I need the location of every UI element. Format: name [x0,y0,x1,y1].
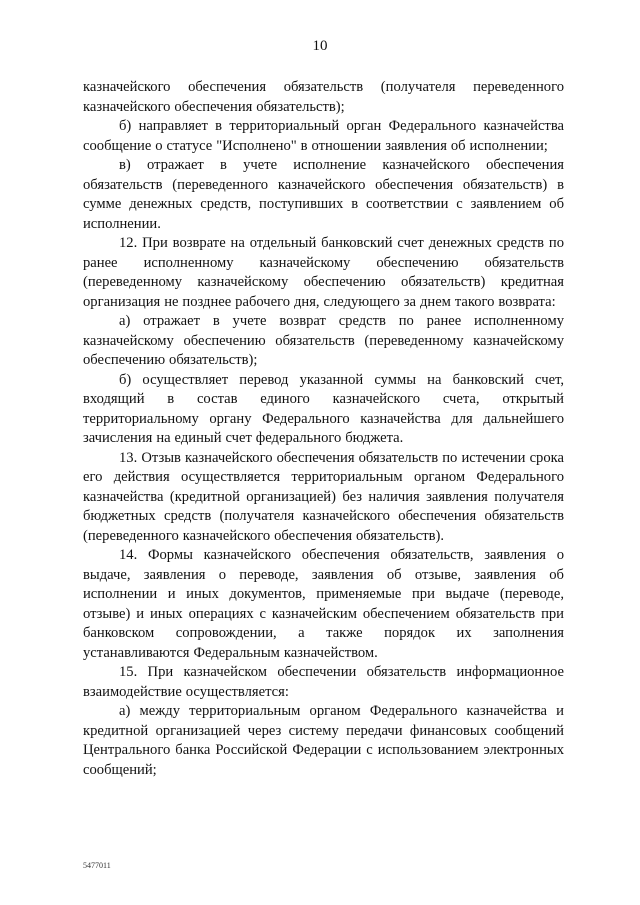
paragraph-14: 14. Формы казначейского обеспечения обязательств, заявления о выдаче, заявления о переводе, заявления об отзыве, заявления об исполнении и иных документов, применяемые при выдаче (переводе, отзыве) и иных операциях с казначейским обеспечением обязательств при банковском сопровождении, а также порядок их заполнения устанавливаются Федеральным казначейством. [83,547,564,661]
paragraph-12: 12. При возврате на отдельный банковский счет денежных средств по ранее исполненному казначейскому обеспечению обязательств (переведенному казначейскому обеспечению обязательств) кредитная организация не позднее рабочего дня, следующего за днем такого возврата: [83,235,564,310]
paragraph-11v: в) отражает в учете исполнение казначейского обеспечения обязательств (переведенного казначейского обеспечения обязательств) в сумме денежных средств, поступивших в соответствии с заявлением об исполнении. [83,157,564,232]
paragraph-continuation: казначейского обеспечения обязательств (получателя переведенного казначейского обеспечения обязательств); [83,79,564,115]
paragraph-11b: б) направляет в территориальный орган Федерального казначейства сообщение о статусе "Исполнено" в отношении заявления об исполнении; [83,118,564,154]
document-body [83,78,564,780]
paragraph-15a: а) между территориальным органом Федерального казначейства и кредитной организацией через систему передачи финансовых сообщений Центрального банка Российской Федерации с использованием электронных сообщений; [83,703,564,778]
paragraph-15: 15. При казначейском обеспечении обязательств информационное взаимодействие осуществляется: [83,664,564,700]
document-code: 5477011 [83,861,111,870]
paragraph-12b: б) осуществляет перевод указанной суммы на банковский счет, входящий в состав единого казначейского счета, открытый территориальному органу Федерального казначейства для дальнейшего зачисления на единый счет федерального бюджета. [83,371,564,446]
paragraph-12a: а) отражает в учете возврат средств по ранее исполненному казначейскому обеспечению обязательств (переведенному казначейскому обеспечению обязательств); [83,313,564,368]
page-number: 10 [312,38,328,54]
paragraph-13: 13. Отзыв казначейского обеспечения обязательств по истечении срока его действия осуществляется территориальным органом Федерального казначейства (кредитной организацией) без наличия заявления получателя бюджетных средств (получателя казначейского обеспечения обязательств (переведенного казначейского обеспечения обязательств). [83,449,564,544]
